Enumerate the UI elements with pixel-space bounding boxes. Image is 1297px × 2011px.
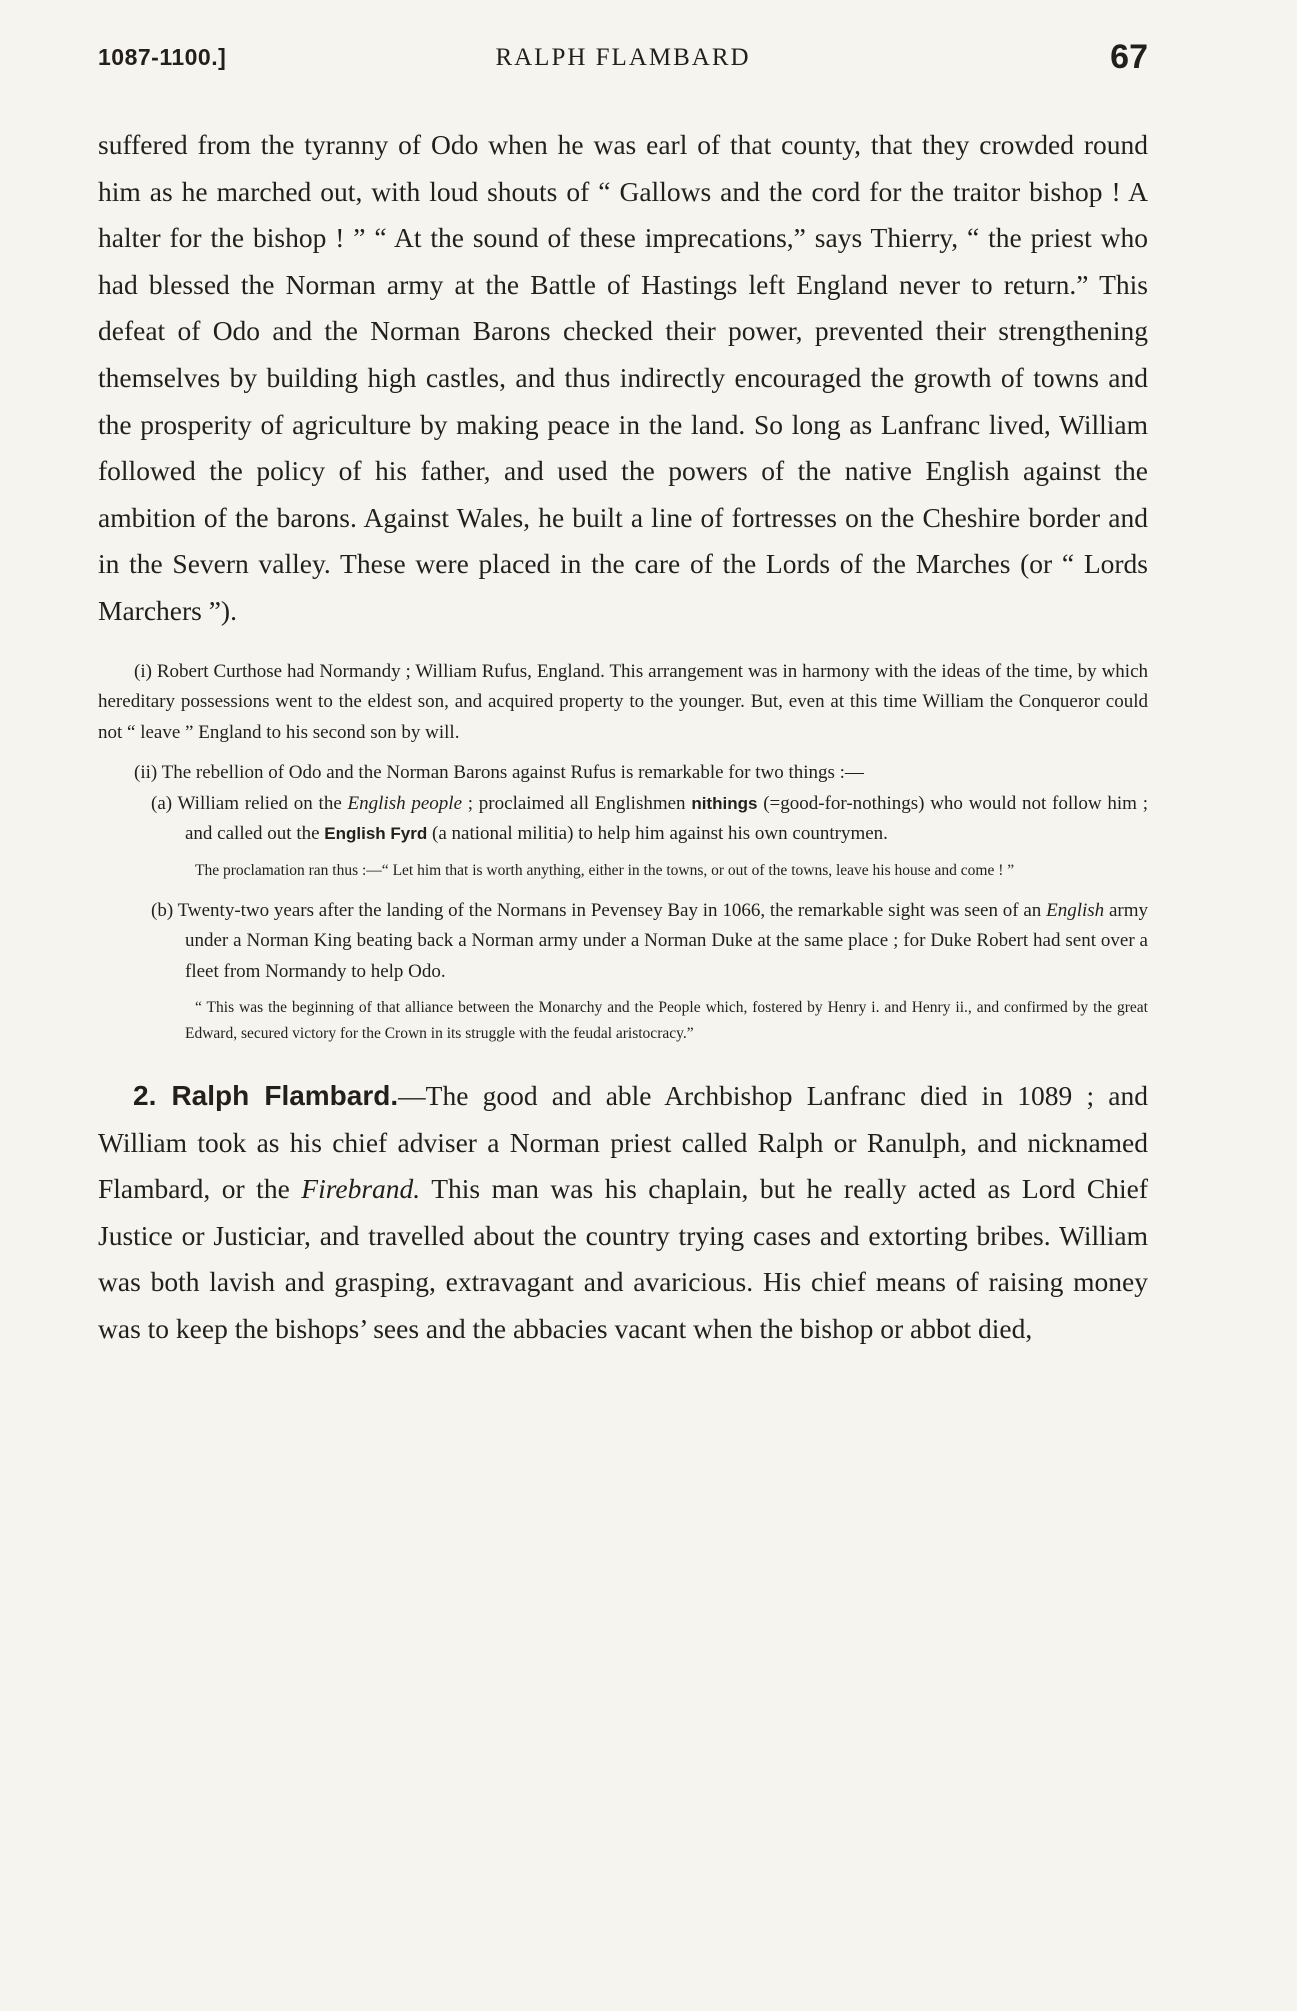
note-b-text-1: (b) Twenty-two years after the landing of the Normans in Pevensey Bay in 1066, the remarkable sight was seen of an [151,899,1047,921]
main-text: suffered from the tyranny of Odo when he was earl of that county, that they crowded round him as he marched out, with loud shouts of “ Gallows and the cord for the traitor bishop ! A halter for the bishop ! ” “ At the sound of these imprecations,” says Thierry, “ the priest who had blessed the Norman army at the Battle of Hastings left England never to return.” This defeat of Odo and the Norman Barons checked their power, prevented their strengthening themselves by building high castles, and thus indirectly encouraged the growth of towns and the prosperity of agriculture by making peace in the land. So long as Lanfranc lived, William followed the policy of his father, and used the powers of the native English against the ambition of the barons. Against Wales, he built a line of fortresses on the Cheshire border and in the Severn valley. These were placed in the care of the Lords of the Marches (or “ Lords Marchers ”). [98,129,1148,626]
note-a-text-4: (a national militia) to help him against his own countrymen. [427,823,888,845]
section-text-1: —The good and able Archbishop Lanfranc died in 1089 ; and William took as his chief adviser a Norman priest called Ralph or Ranulph, and nicknamed Flambard, or the [98,1080,1149,1205]
page [98,40,1148,1353]
chapter-title: RALPH FLAMBARD [495,44,751,71]
note-a-bold-1: nithings [691,793,758,813]
note-i: (i) Robert Curthose had Normandy ; William Rufus, England. This arrangement was in harmony with the ideas of the time, by which hereditary possessions went to the eldest son, and acquired property to the younger. But, even at this time William the Conqueror could not “ leave ” England to his second son by will. [98,660,1148,743]
note-a-bold-2: English Fyrd [324,824,428,844]
note-item-a [98,789,1148,850]
note-item-b [98,896,1148,988]
section-paragraph [98,1073,1148,1353]
note-a-quote: The proclamation ran thus :—“ Let him that is worth anything, either in the towns, or out of the towns, leave his house and come ! ” [195,861,1015,879]
note-b-italic: English [1046,899,1105,921]
section-ralph-flambard [98,1073,1148,1353]
note-b-quote: “ This was the beginning of that alliance between the Monarchy and the People which, fostered by Henry i. and Henry ii., and confirmed by the great Edward, secured victory for the Crown in its struggle with the feudal aristocracy.” [185,999,1148,1043]
note-a-italic: English people [347,792,462,814]
section-heading: 2. Ralph Flambard. [133,1080,399,1112]
page-number: 67 [1110,38,1148,76]
main-paragraph [98,122,1148,635]
note-a-text-3: (=good-for-nothings) who would not follow him ; and called out the [185,792,1148,845]
date-range: 1087-1100.] [98,44,227,70]
note-a-text-1: (a) William relied on the [151,792,348,814]
notes-block [98,657,1148,1048]
note-ii: (ii) The rebellion of Odo and the Norman Barons against Rufus is remarkable for two things :— [134,762,864,784]
note-a-text-2: ; proclaimed all Englishmen [462,792,692,814]
section-italic: Firebrand. [301,1173,421,1205]
running-head [98,40,1148,80]
section-text-2: This man was his chaplain, but he really acted as Lord Chief Justice or Justiciar, and travelled about the country trying cases and extorting bribes. William was both lavish and grasping, extravagant and avaricious. His chief means of raising money was to keep the bishops’ sees and the abbacies vacant when the bishop or abbot died, [98,1173,1148,1344]
note-b-text-2: army under a Norman King beating back a Norman army under a Norman Duke at the same place ; for Duke Robert had sent over a fleet from Normandy to help Odo. [185,899,1149,982]
